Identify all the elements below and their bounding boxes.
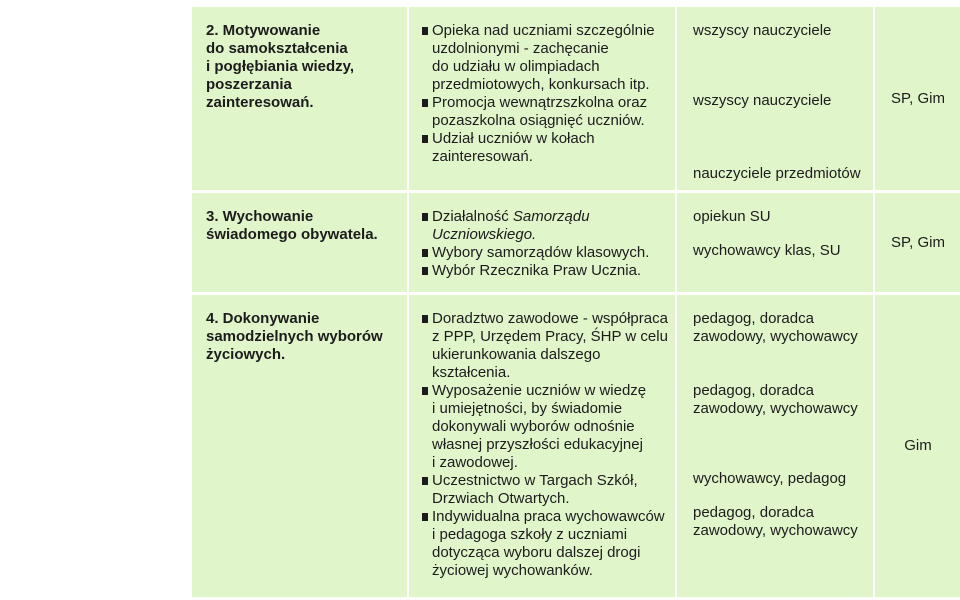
goal-cell [191, 192, 408, 294]
school-level-cell: Gim [874, 294, 960, 597]
task-item: Wybór Rzecznika Praw Ucznia. [422, 262, 671, 280]
responsible-line: opiekun SU [693, 208, 771, 225]
responsible-line: zawodowy, wychowawcy [693, 328, 858, 345]
tasks-cell [408, 294, 676, 597]
responsible-line: zawodowy, wychowawcy [693, 522, 858, 539]
goal-line: życiowych. [206, 346, 286, 363]
task-item: Indywidualna praca wychowawców i pedagoga szkoły z uczniami dotycząca wyboru dalszej drogi życiowej wychowanków. [422, 508, 671, 580]
responsible-line: nauczyciele przedmiotów [693, 165, 861, 182]
bullet-icon [422, 27, 428, 35]
bullet-icon [422, 267, 428, 275]
responsible-line: wychowawcy klas, SU [693, 242, 841, 259]
task-item: Doradztwo zawodowe - współpraca z PPP, Urzędem Pracy, ŚHP w celu ukierunkowania dalszego kształcenia. [422, 310, 671, 382]
responsible-line: zawodowy, wychowawcy [693, 400, 858, 417]
school-level-cell: SP, Gim [874, 192, 960, 294]
goal-line: 4. Dokonywanie [206, 310, 320, 327]
responsible-line: pedagog, doradca [693, 310, 814, 327]
table-row [191, 192, 960, 294]
responsible-line: pedagog, doradca [693, 504, 814, 521]
tasks-cell [408, 6, 676, 192]
goal-line: i pogłębiania wiedzy, [206, 58, 355, 75]
responsible-cell [676, 6, 874, 192]
task-item: Udział uczniów w kołach zainteresowań. [422, 130, 671, 166]
educational-plan-table [190, 4, 960, 597]
task-list [422, 310, 671, 580]
task-item: Uczestnictwo w Targach Szkół, Drzwiach Otwartych. [422, 472, 671, 508]
table-row [191, 6, 960, 192]
responsible-cell [676, 294, 874, 597]
goal-line: do samokształcenia [206, 40, 348, 57]
responsible-line: pedagog, doradca [693, 382, 814, 399]
responsible-line: wszyscy nauczyciele [693, 22, 832, 39]
goal-cell [191, 294, 408, 597]
task-item: Promocja wewnątrzszkolna oraz pozaszkolna osiągnięć uczniów. [422, 94, 671, 130]
bullet-icon [422, 387, 428, 395]
bullet-icon [422, 249, 428, 257]
bullet-icon [422, 99, 428, 107]
school-level-cell: SP, Gim [874, 6, 960, 192]
goal-line: 3. Wychowanie [206, 208, 314, 225]
task-list [422, 208, 671, 280]
tasks-cell [408, 192, 676, 294]
responsible-line: wszyscy nauczyciele [693, 92, 832, 109]
task-item: Działalność Samorządu Uczniowskiego. [422, 208, 671, 244]
bullet-icon [422, 213, 428, 221]
task-item: Opieka nad uczniami szczególnie uzdolnionymi - zachęcanie do udziału w olimpiadach przedmiotowych, konkursach itp. [422, 22, 671, 94]
bullet-icon [422, 477, 428, 485]
task-item: Wybory samorządów klasowych. [422, 244, 671, 262]
responsible-line: wychowawcy, pedagog [693, 470, 847, 487]
goal-line: samodzielnych wyborów [206, 328, 383, 345]
goal-line: 2. Motywowanie [206, 22, 321, 39]
goal-line: zainteresowań. [206, 94, 314, 111]
goal-line: poszerzania [206, 76, 292, 93]
bullet-icon [422, 513, 428, 521]
task-list [422, 22, 671, 166]
goal-cell [191, 6, 408, 192]
task-item: Wyposażenie uczniów w wiedzę i umiejętności, by świadomie dokonywali wyborów odnośnie własnej przyszłości edukacyjnej i zawodowej. [422, 382, 671, 472]
bullet-icon [422, 135, 428, 143]
goal-line: świadomego obywatela. [206, 226, 378, 243]
responsible-cell [676, 192, 874, 294]
table-row [191, 294, 960, 597]
bullet-icon [422, 315, 428, 323]
